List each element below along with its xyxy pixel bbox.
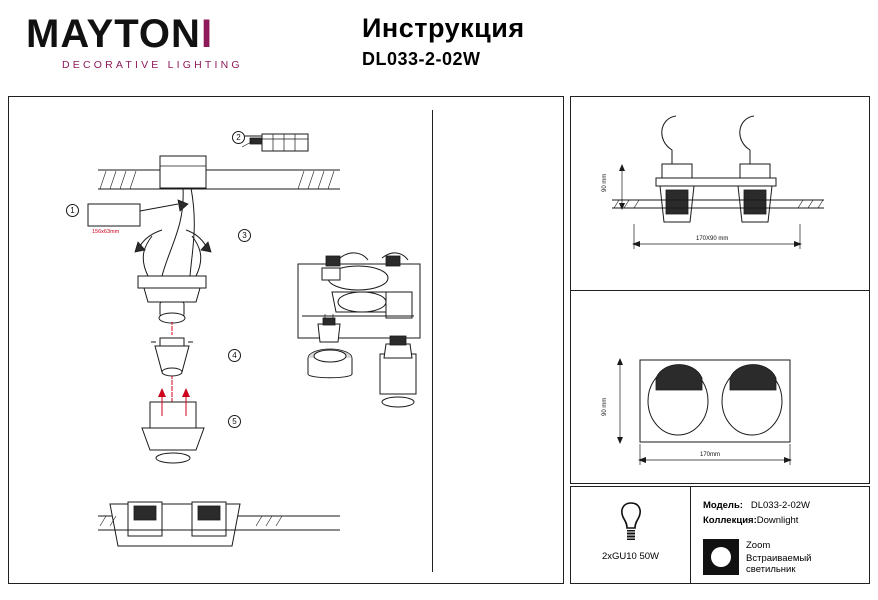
- side-view-height-label: 90 mm: [602, 173, 608, 192]
- page-header: [0, 0, 878, 92]
- front-view-height-label: 90 mm: [602, 397, 608, 416]
- mount-type: Встраиваемый светильник: [746, 553, 812, 575]
- collection-label: Коллекция:: [703, 515, 757, 526]
- side-view-diagram: [576, 104, 866, 284]
- brand-name-accent: I: [200, 12, 214, 56]
- callout-3: 3: [238, 229, 251, 242]
- collection-value: Downlight: [756, 515, 799, 526]
- front-view-width-label: 170mm: [700, 452, 721, 458]
- brand-tagline: DECORATIVE LIGHTING: [62, 59, 243, 71]
- product-info-cell: [691, 487, 870, 583]
- brand-logo: [26, 12, 316, 71]
- model-code: DL033-2-02W: [362, 49, 481, 69]
- assembly-diagram: [10, 106, 434, 576]
- callout-4: 4: [228, 349, 241, 362]
- lamp-caption: 2xGU10 50W: [601, 551, 660, 562]
- series-row: [703, 538, 862, 575]
- document-title-block: [362, 12, 525, 70]
- brand-name-text: MAYTON: [26, 12, 201, 56]
- model-label: Модель:: [703, 500, 743, 511]
- callout-2: 2: [232, 131, 245, 144]
- model-row: [703, 498, 862, 513]
- series-text-block: [746, 538, 862, 575]
- series-name: Zoom: [746, 540, 771, 551]
- side-view-width-label: 170X90 mm: [696, 236, 729, 242]
- dimensions-panel-divider: [571, 290, 869, 291]
- front-view-diagram: [576, 294, 866, 484]
- callout-1: 1: [66, 204, 79, 217]
- brand-name: [26, 12, 316, 56]
- bulb-icon: [619, 501, 643, 545]
- lamp-spec-cell: [571, 487, 690, 583]
- page-title: Инструкция: [362, 13, 525, 43]
- recessed-downlight-icon: [703, 539, 739, 575]
- collection-row: [703, 513, 862, 528]
- cutout-dimension: 156x63mm: [92, 229, 120, 235]
- callout-5: 5: [228, 415, 241, 428]
- model-value: DL033-2-02W: [750, 500, 811, 511]
